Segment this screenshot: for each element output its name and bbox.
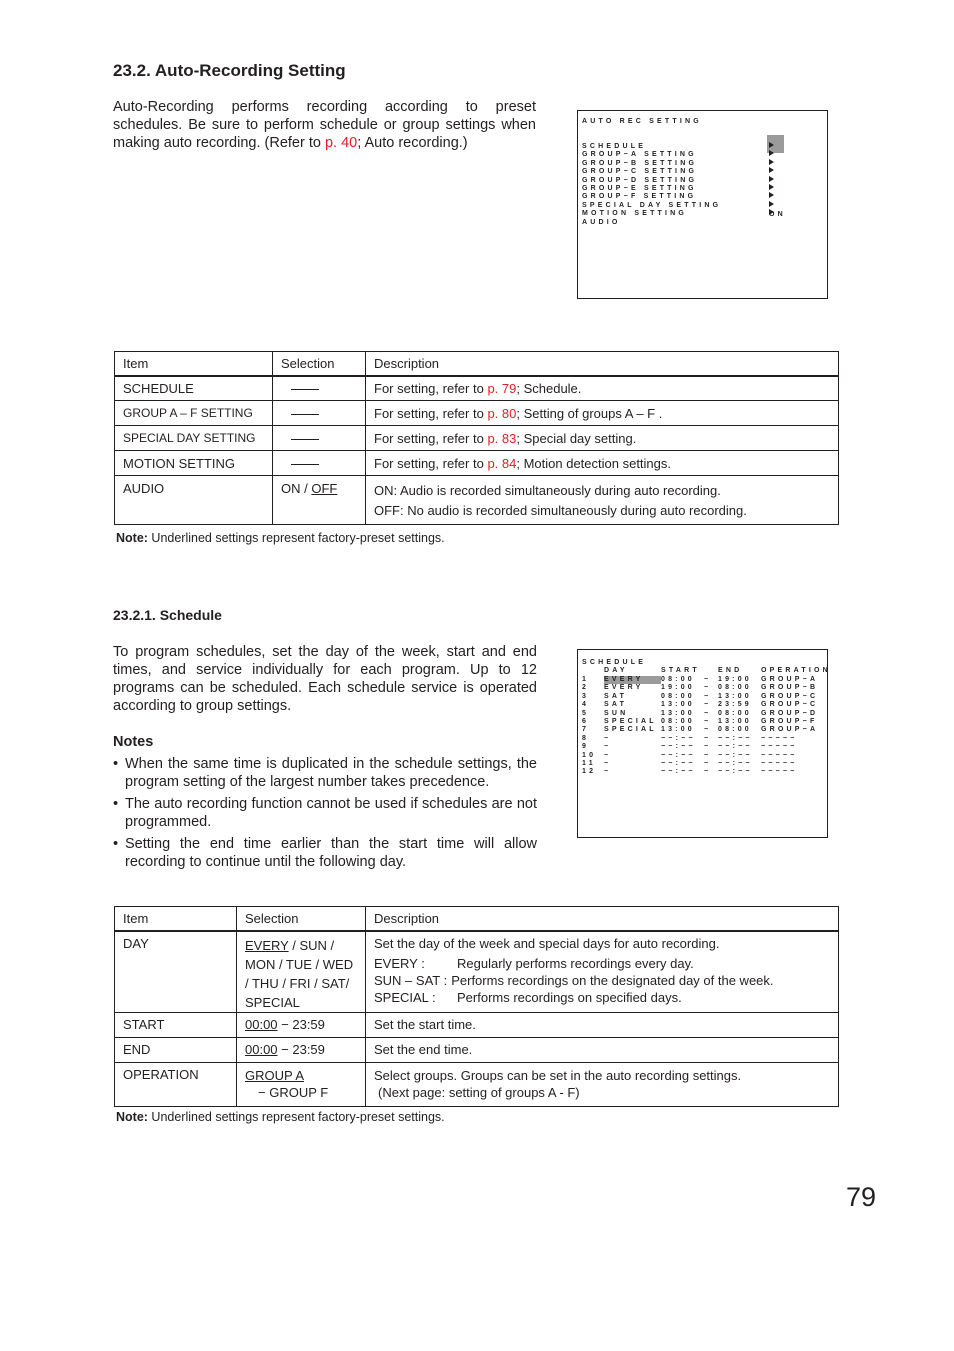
day-option-value: Performs recordings on the designated day of the week.: [451, 972, 774, 988]
schedule-cell-op: GROUP−B: [761, 684, 819, 692]
schedule-cell-op: GROUP−D: [761, 709, 819, 717]
description-end: Set the end time.: [366, 1037, 839, 1062]
menu-label: SPECIAL DAY SETTING: [582, 201, 722, 209]
schedule-cell-start: 08:00: [661, 676, 695, 683]
description-off: OFF: No audio is recorded simultaneously during auto recording.: [374, 503, 747, 518]
menu-label: SCHEDULE: [582, 143, 647, 150]
schedule-cell-day: −: [604, 734, 612, 742]
schedule-cell-start: 13:00: [661, 709, 695, 717]
header-item: Item: [115, 352, 273, 376]
page-link[interactable]: p. 80: [487, 405, 517, 421]
schedule-cell-op: GROUP−A: [761, 726, 819, 734]
day-option-value: Regularly performs recordings every day.: [457, 955, 694, 971]
schedule-cell-day: SPECIAL: [604, 726, 657, 734]
schedule-cell-end: 13:00: [718, 718, 752, 725]
day-options: [374, 955, 830, 1006]
time-separator: −: [704, 701, 712, 709]
day-option-key: SUN – SAT :: [374, 972, 448, 988]
time-separator: −: [704, 676, 712, 683]
time-separator: −: [704, 684, 712, 692]
schedule-cell-n: 8: [582, 734, 590, 742]
schedule-screen-title: SCHEDULE: [582, 659, 647, 666]
time-separator: −: [704, 709, 712, 717]
schedule-cell-op: −−−−−: [761, 743, 798, 751]
description-text-end: ; Motion detection settings.: [516, 455, 672, 471]
time-separator: −: [704, 768, 712, 776]
day-option: [374, 989, 830, 1006]
schedule-cell-end: 13:00: [718, 692, 752, 700]
description-operation-text: Select groups. Groups can be set in the auto recording settings.: [374, 1067, 742, 1083]
schedule-cell-end: 08:00: [718, 684, 752, 692]
description-text: For setting, refer to: [374, 380, 488, 396]
description-operation-next: (Next page: setting of groups A - F): [378, 1084, 580, 1100]
description-audio: [366, 476, 839, 525]
intro-text: Auto-Recording performs recording according to preset schedules. Be sure to perform schedule or group settings when making auto recording. (Refer to: [113, 99, 536, 151]
subsection-title: 23.2.1. Schedule: [113, 607, 222, 623]
schedule-cell-op: −−−−−: [761, 768, 798, 776]
schedule-cell-start: −−:−−: [661, 734, 696, 742]
note-item: • When the same time is duplicated in the schedule settings, the program setting of the largest number takes precedence.: [113, 755, 537, 791]
description-text: For setting, refer to: [374, 430, 488, 446]
selection-special: SPECIAL: [245, 994, 300, 1010]
notes-title: Notes: [113, 734, 154, 750]
table-row: [115, 376, 839, 401]
description-day: [366, 931, 839, 1013]
page-link[interactable]: p. 83: [487, 430, 517, 446]
dash-line: [291, 464, 319, 465]
screen-menu-row[interactable]: [582, 143, 824, 159]
selection-start-range: − 23:59: [277, 1017, 325, 1032]
schedule-cell-day: SPECIAL: [604, 718, 657, 725]
schedule-cell-end: 19:00: [718, 676, 752, 683]
schedule-cell-day: EVERY: [604, 676, 661, 684]
time-separator: −: [704, 751, 712, 759]
day-option-value: Performs recordings on specified days.: [457, 989, 682, 1005]
schedule-cell-start: −−:−−: [661, 751, 696, 759]
schedule-cell-end: −−:−−: [718, 734, 753, 742]
notes-list: [113, 755, 537, 875]
selection-end-range: − 23:59: [277, 1042, 325, 1057]
schedule-screen: [577, 649, 831, 838]
col-start-header: START: [661, 667, 700, 674]
item-description: [366, 451, 839, 476]
schedule-cell-start: 13:00: [661, 701, 695, 709]
schedule-cell-day: SAT: [604, 701, 628, 709]
schedule-table: [114, 906, 839, 1107]
header-selection: Selection: [237, 907, 366, 931]
selection-weekdays: MON / TUE / WED: [245, 956, 354, 972]
screen-menu-row[interactable]: [582, 169, 824, 184]
item-name: SCHEDULE: [115, 376, 273, 401]
menu-value: ON: [769, 210, 786, 218]
selection-off-default: OFF: [311, 481, 338, 496]
item-name: GROUP A – F SETTING: [115, 401, 273, 426]
description-on: ON: Audio is recorded simultaneously during auto recording.: [374, 483, 721, 498]
schedule-cell-op: −−−−−: [761, 760, 798, 767]
schedule-paragraph: To program schedules, set the day of the week, start and end times, and service individually for each program. Up to 12 programs can be scheduled. Each schedule service is operated according to group settings.: [113, 644, 537, 714]
schedule-cell-n: 12: [582, 768, 597, 776]
description-text: For setting, refer to: [374, 405, 488, 421]
col-operation-header: OPERATION: [761, 667, 831, 674]
menu-label: GROUP−C SETTING: [582, 168, 698, 176]
selection-every-default: EVERY: [245, 937, 289, 953]
header-description: Description: [366, 352, 839, 376]
schedule-cell-day: −: [604, 743, 612, 751]
note-item: • The auto recording function cannot be used if schedules are not programmed.: [113, 795, 537, 831]
selection-none: [273, 426, 366, 451]
page-link[interactable]: p. 40: [324, 135, 358, 151]
header-selection: Selection: [273, 352, 366, 376]
time-separator: −: [704, 743, 712, 751]
schedule-cell-n: 7: [582, 726, 590, 734]
selection-sun: / SUN /: [288, 937, 335, 953]
table-row: [115, 401, 839, 426]
table-row: [115, 426, 839, 451]
schedule-cell-day: −: [604, 760, 612, 767]
schedule-cell-day: −: [604, 751, 612, 759]
schedule-cell-n: 2: [582, 684, 590, 692]
schedule-cell-n: 6: [582, 718, 590, 725]
schedule-cell-day: SUN: [604, 709, 629, 717]
schedule-cell-start: 19:00: [661, 684, 695, 692]
selection-weekdays-2: / THU / FRI / SAT/: [245, 975, 350, 991]
table-row-day: [115, 931, 839, 1013]
description-text-end: ; Schedule.: [516, 380, 582, 396]
schedule-cell-n: 11: [582, 760, 596, 767]
selection-group-a-default: GROUP A: [245, 1067, 305, 1083]
page-number: 79: [846, 1182, 877, 1212]
schedule-cell-start: −−:−−: [661, 768, 696, 776]
schedule-cell-day: SAT: [604, 692, 628, 700]
schedule-cell-end: 08:00: [718, 709, 752, 717]
screen-menu-row[interactable]: [582, 177, 824, 192]
dash-line: [291, 389, 319, 390]
schedule-cell-end: 23:59: [718, 701, 752, 709]
schedule-cell-op: −−−−−: [761, 751, 798, 759]
menu-label: GROUP−A SETTING: [582, 151, 697, 159]
schedule-cell-n: 10: [582, 751, 597, 759]
note-text: Underlined settings represent factory-preset settings.: [147, 531, 445, 545]
time-separator: −: [704, 692, 712, 700]
dash-line: [291, 414, 319, 415]
table-row-audio: [115, 476, 839, 525]
schedule-cell-end: 08:00: [718, 726, 752, 734]
header-description: Description: [366, 907, 839, 931]
schedule-cell-start: 13:00: [661, 726, 695, 734]
auto-recording-table: [114, 351, 839, 525]
selection-start-default: 00:00: [245, 1017, 278, 1032]
schedule-cell-start: 08:00: [661, 718, 695, 725]
item-description: [366, 376, 839, 401]
selection-on: ON /: [281, 481, 312, 496]
col-end-header: END: [718, 667, 743, 674]
schedule-cell-op: GROUP−A: [761, 676, 819, 683]
factory-preset-note: [116, 531, 445, 545]
schedule-cell-day: −: [604, 768, 612, 776]
section-title: 23.2. Auto-Recording Setting: [113, 61, 346, 80]
menu-label: MOTION SETTING: [582, 210, 688, 218]
note-item: • Setting the end time earlier than the start time will allow recording to continue until the following day.: [113, 835, 537, 871]
schedule-cell-start: 08:00: [661, 692, 695, 700]
schedule-cell-n: 9: [582, 743, 590, 751]
screen-menu-row[interactable]: [582, 210, 824, 226]
item-start: START: [115, 1012, 237, 1037]
selection-operation: [237, 1062, 366, 1106]
note-label: Note:: [116, 1110, 148, 1124]
day-option-key: EVERY :: [374, 955, 425, 971]
time-separator: −: [704, 718, 712, 725]
item-name: SPECIAL DAY SETTING: [115, 426, 273, 451]
page-link[interactable]: p. 79: [487, 380, 517, 396]
selection-none: [273, 401, 366, 426]
screen-menu-row[interactable]: [582, 135, 824, 150]
screen-menu-row[interactable]: [582, 152, 824, 167]
schedule-cell-start: −−:−−: [661, 743, 696, 751]
item-operation: OPERATION: [115, 1062, 237, 1106]
menu-label: GROUP−E SETTING: [582, 184, 697, 192]
header-item: Item: [115, 907, 237, 931]
selection-start: [237, 1012, 366, 1037]
selection-audio: [273, 476, 366, 525]
selection-group-f: − GROUP F: [258, 1084, 329, 1100]
selection-none: [273, 376, 366, 401]
item-audio: AUDIO: [115, 476, 273, 525]
menu-label: AUDIO: [582, 218, 621, 226]
schedule-cell-op: GROUP−C: [761, 692, 819, 700]
description-day-text: Set the day of the week and special days for auto recording.: [374, 935, 720, 951]
screen-menu-row[interactable]: [582, 160, 824, 176]
schedule-cell-op: −−−−−: [761, 734, 798, 742]
schedule-cell-end: −−:−−: [718, 760, 753, 767]
auto-rec-setting-screen: [577, 110, 828, 299]
item-name: MOTION SETTING: [115, 451, 273, 476]
day-option: [374, 972, 830, 989]
page-link[interactable]: p. 84: [487, 455, 517, 471]
schedule-cell-n: 5: [582, 709, 590, 717]
schedule-cell-end: −−:−−: [718, 751, 753, 759]
selection-end-default: 00:00: [245, 1042, 278, 1057]
item-description: [366, 426, 839, 451]
schedule-cell-end: −−:−−: [718, 768, 753, 776]
schedule-cell-n: 3: [582, 692, 590, 700]
col-day-header: DAY: [604, 667, 628, 674]
day-option-key: SPECIAL :: [374, 989, 436, 1005]
intro-paragraph: [113, 98, 536, 152]
table-row-end: [115, 1037, 839, 1062]
day-option: [374, 955, 830, 972]
schedule-cell-op: GROUP−C: [761, 701, 819, 709]
note-label: Note:: [116, 531, 148, 545]
schedule-cell-start: −−:−−: [661, 760, 696, 767]
item-day: DAY: [115, 931, 237, 1013]
screen-menu-row[interactable]: [582, 202, 824, 218]
table-row-start: [115, 1012, 839, 1037]
selection-end: [237, 1037, 366, 1062]
description-text-end: ; Setting of groups A – F .: [516, 405, 663, 421]
schedule-cell-n: 1: [582, 676, 590, 683]
description-start: Set the start time.: [366, 1012, 839, 1037]
table-row-operation: [115, 1062, 839, 1106]
description-text: For setting, refer to: [374, 455, 488, 471]
description-operation: [366, 1062, 839, 1106]
description-text-end: ; Special day setting.: [516, 430, 637, 446]
time-separator: −: [704, 734, 712, 742]
factory-preset-note-2: [116, 1110, 445, 1124]
schedule-cell-end: −−:−−: [718, 743, 753, 751]
menu-label: GROUP−B SETTING: [582, 159, 698, 167]
dash-line: [291, 439, 319, 440]
item-description: [366, 401, 839, 426]
schedule-cell-n: 4: [582, 701, 590, 709]
menu-label: GROUP−D SETTING: [582, 176, 698, 184]
screen-menu-row[interactable]: [582, 185, 824, 201]
screen-menu: [582, 135, 824, 226]
schedule-cell-day: EVERY: [604, 684, 644, 692]
schedule-cell-op: GROUP−F: [761, 718, 818, 725]
screen-menu-row[interactable]: [582, 194, 824, 209]
selection-day: [237, 931, 366, 1013]
selection-none: [273, 451, 366, 476]
note-text: Underlined settings represent factory-preset settings.: [147, 1110, 445, 1124]
time-separator: −: [704, 760, 712, 767]
time-separator: −: [704, 726, 712, 734]
item-end: END: [115, 1037, 237, 1062]
intro-text-end: ; Auto recording.): [357, 135, 468, 151]
menu-label: GROUP−F SETTING: [582, 193, 697, 201]
screen-title: AUTO REC SETTING: [582, 118, 702, 125]
table-row: [115, 451, 839, 476]
